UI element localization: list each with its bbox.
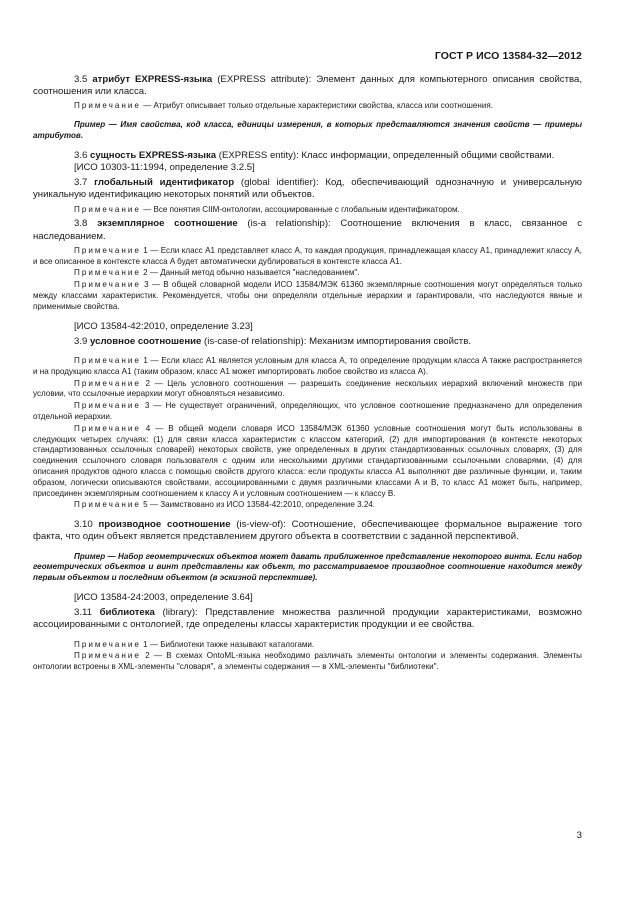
definition-3-8: 3.8 экземплярное соотношение (is-a relationship): Соотношение включения в класс, связанное с наследованием.	[33, 218, 582, 242]
reference: [ИСО 13584-24:2003, определение 3.64]	[74, 591, 253, 603]
note: Примечание 2 — Цель условного соотношения — разрешить соединение нескольких иерархий включений множеств при условии, что ссылочные иерархии могут обновляться независимо.	[33, 378, 582, 399]
term: глобальный идентификатор	[94, 177, 235, 189]
note: Примечание 3 — В общей словарной модели ИСО 13584/МЭК 61360 экземплярные соотношения могут определяться только между классами характеристик. Рекомендуется, чтобы они определяли отдельные иерархии и гарантировали, что наследуются явные и применимые свойства.	[33, 280, 582, 311]
note: Примечание 2 — В схемах OntoML-языка необходимо различать элементы онтологии и элементы содержания. Элементы онтологии встроены в XML-элементы "словаря", а элементы содержания — в XML-элементы "библиотеки".	[33, 651, 582, 672]
document-body	[33, 74, 582, 681]
definition-3-7: 3.7 глобальный идентификатор (global identifier): Код, обеспечивающий однозначную и универсальную уникальную идентификацию некоторых понятий или объектов.	[33, 177, 582, 201]
definition-3-9: 3.9 условное соотношение (is-case-of relationship): Механизм импортирования свойств.	[74, 335, 471, 347]
note: Примечание 5 — Заимствовано из ИСО 13584-42:2010, определение 3.24.	[74, 500, 376, 510]
note: Примечание 4 — В общей модели словаря ИСО 13584/МЭК 61360 условные соотношения могут быть использованы в следующих четырех случаях: (1) для связи класса характеристик с классом категорий, (2) для импортирования (в контексте некоторых стандартизованных ссылочных словарей) некоторых свойств, уже определенных в других стандартизованных ссылочных словарях, (3) для соединения ссылочного словаря пользователя с одним или несколькими другими стандартизованными ссылочными словарями, (4) для описания продуктов одного класса с помощью свойств другого класса: если продукты класса A1 выполняют две различные функции, и, таким образом, логически описываются свойствами, ассоциированными с двумя различными классами A и B, то класс A1 может быть, например, присоединен экземплярным соотношением к классу A и условным соотношением — к классу B.	[33, 423, 582, 498]
note: Примечание — Все понятия CIIM-онтологии, ассоциированные с глобальным идентификатором.	[74, 204, 460, 214]
page-number: 3	[576, 830, 582, 841]
term: сущность EXPRESS-языка	[90, 149, 217, 161]
reference: [ИСО 13584-42:2010, определение 3.23]	[74, 320, 253, 332]
reference: [ИСО 10303-11:1994, определение 3.2.5]	[74, 162, 255, 173]
note: Примечание — Атрибут описывает только отдельные характеристики свойства, класса или соотношения.	[74, 101, 494, 111]
term: производное соотношение	[98, 519, 231, 531]
definition-3-5: 3.5 атрибут EXPRESS-языка (EXPRESS attribute): Элемент данных для компьютерного описания свойства, соотношения или класса.	[33, 74, 582, 98]
note: Примечание 1 — Если класс A1 является условным для класса A, то определение продукции класса A также распространяется и на продукцию класса A1 (таким образом, класс A1 может импортировать любое свойство из класса A).	[33, 356, 582, 376]
note-label: Примечание	[74, 204, 141, 214]
note-label: Примечание	[74, 101, 141, 111]
term: условное соотношение	[90, 335, 202, 347]
term: атрибут EXPRESS-языка	[92, 74, 213, 85]
document-header: ГОСТ Р ИСО 13584-32—2012	[434, 50, 582, 62]
note: Примечание 2 — Данный метод обычно называется "наследованием".	[74, 268, 360, 278]
note: Примечание 1 — Библиотеки также называют каталогами.	[74, 639, 315, 649]
example: Пример — Набор геометрических объектов может давать приближенное представление некоторого винта. Если набор геометрических объектов и винт представлены как объект, то рассматриваемое производное соотношение находится между первым объектом и последним объектом (в эскизной перспективе).	[33, 551, 582, 583]
note: Примечание 1 — Если класс A1 представляет класс A, то каждая продукция, принадлежащая классу A1, принадлежит классу A, и все описанное в контексте класса A будет автоматически дублироваться в контексте класса A1.	[33, 245, 582, 266]
definition-3-10: 3.10 производное соотношение (is-view-of): Соотношение, обеспечивающее формальное выражение того факта, что один объект является представлением другого объекта в соответствии с заданной перспективой.	[33, 519, 582, 543]
term: библиотека	[99, 607, 155, 619]
note: Примечание 3 — Не существует ограничений, определяющих, что условное соотношение предназначено для определения отдельной иерархии.	[33, 401, 582, 421]
definition-3-6: 3.6 сущность EXPRESS-языка (EXPRESS entity): Класс информации, определенный общими свойствами. [ИСО 10303-11:1994, определение 3.2.5]	[33, 150, 582, 174]
definition-3-11: 3.11 библиотека (library): Представление множества различной продукции характеристиками, возможно ассоциированными с онтологией, где определены классы характеристик продукции и ее свойства.	[33, 607, 582, 631]
term: экземплярное соотношение	[97, 218, 238, 230]
example: Пример — Имя свойства, код класса, единицы измерения, в которых представляются значения свойств — примеры атрибутов.	[33, 120, 582, 140]
